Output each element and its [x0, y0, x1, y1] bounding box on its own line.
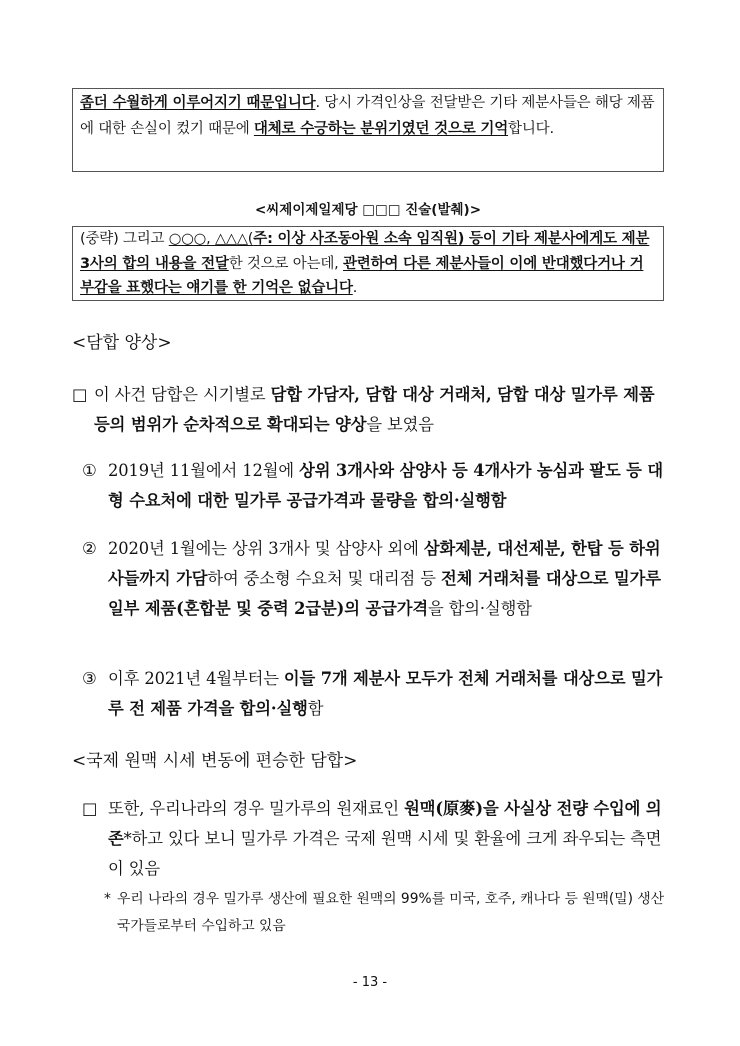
quote-box-statement	[72, 226, 664, 301]
paragraph-raw-wheat	[82, 794, 672, 884]
quote-text: 한 것으로 아는데,	[228, 255, 343, 272]
quote-text-emphasis: 관련하여 다른 제분사들이 이에 반대했다거나 거부감을 표했다는 얘기를 한 기억은 없습니다	[80, 255, 644, 296]
section-heading: <국제 원맥 시세 변동에 편승한 담합>	[72, 751, 358, 771]
section-heading: <담합 양상>	[72, 333, 172, 353]
paragraph-text: 이후 2021년 4월부터는	[108, 669, 284, 688]
square-bullet-icon: □	[82, 799, 98, 818]
paragraph-text-bold: 담합 가담자, 담합 대상 거래처, 담합 대상 밀가루 제품 등의 범위가 순차적으로 확대되는 양상	[94, 385, 655, 434]
footnote	[104, 886, 672, 940]
quote-caption: <씨제이제일제당 □□□ 진술(발췌)>	[254, 202, 482, 218]
paragraph-text-bold: 상위 3개사와 삼양사 등 4개사가 농심과 팔도 등 대형 수요처에 대한 밀가루 공급가격과 물량을 합의·실행함	[108, 461, 663, 510]
paragraph-text-bold: 원맥(原麥)을 사실상 전량 수입에 의존	[108, 799, 662, 848]
quote-text: . 당시 가격인상을 전달받은 기타 제분사들은 해당 제품에 대한 손실이 컸기 때문에	[80, 95, 655, 137]
quote-box-continued	[72, 88, 664, 172]
paragraph-text: 하여 중소형 수요처 및 대리점 등	[207, 569, 441, 588]
paragraph-text: 을 보였음	[366, 415, 434, 434]
paragraph-text: 을 합의·실행함	[427, 599, 532, 618]
circled-number-icon: ③	[82, 669, 97, 688]
asterisk-marker: *	[104, 891, 111, 907]
quote-text-emphasis: 좀더 수월하게 이루어지기 때문입니다	[80, 95, 316, 111]
list-item-3	[82, 664, 672, 724]
quote-text-emphasis: 주: 이상 사조동아원 소속 임직원) 등이 기타 제분사에게도 제분 3사의 합의 내용을 전달	[80, 231, 650, 272]
paragraph-text: 2019년 11월에서 12월에	[108, 461, 300, 480]
page-number: - 13 -	[352, 975, 388, 990]
paragraph-text: 또한, 우리나라의 경우 밀가루의 원재료인	[108, 799, 405, 818]
paragraph-collusion-pattern	[72, 380, 672, 440]
quote-text: (중략) 그리고	[80, 231, 169, 247]
paragraph-text: 함	[307, 699, 324, 718]
paragraph-text: 2020년 1월에는 상위 3개사 및 삼양사 외에	[108, 539, 424, 558]
paragraph-text: 이 사건 담합은 시기별로	[94, 385, 271, 404]
list-item-2	[82, 534, 672, 624]
paragraph-text-bold: 삼화제분, 대선제분, 한탑 등 하위사들까지 가담	[108, 539, 661, 588]
paragraph-text-bold: 전체 거래처를 대상으로 밀가루 일부 제품(혼합분 및 중력 2급분)의 공급가격	[108, 569, 661, 618]
quote-text-underlined: ○○○, △△△(	[168, 231, 254, 247]
quote-text: .	[352, 280, 358, 296]
list-item-1	[82, 456, 672, 516]
circled-number-icon: ②	[82, 539, 97, 558]
footnote-text: 우리 나라의 경우 밀가루 생산에 필요한 원맥의 99%를 미국, 호주, 캐나다 등 원맥(밀) 생산 국가들로부터 수입하고 있음	[117, 891, 665, 934]
paragraph-text: *하고 있다 보니 밀가루 가격은 국제 원맥 시세 및 환율에 크게 좌우되는 측면이 있음	[108, 829, 662, 878]
square-bullet-icon: □	[72, 385, 88, 404]
quote-text-emphasis: 대체로 수긍하는 분위기였던 것으로 기억	[253, 121, 509, 137]
paragraph-text-bold: 이들 7개 제분사 모두가 전체 거래처를 대상으로 밀가루 전 제품 가격을 합의·실행	[108, 669, 663, 718]
circled-number-icon: ①	[82, 461, 97, 480]
quote-text: 합니다.	[508, 121, 554, 137]
